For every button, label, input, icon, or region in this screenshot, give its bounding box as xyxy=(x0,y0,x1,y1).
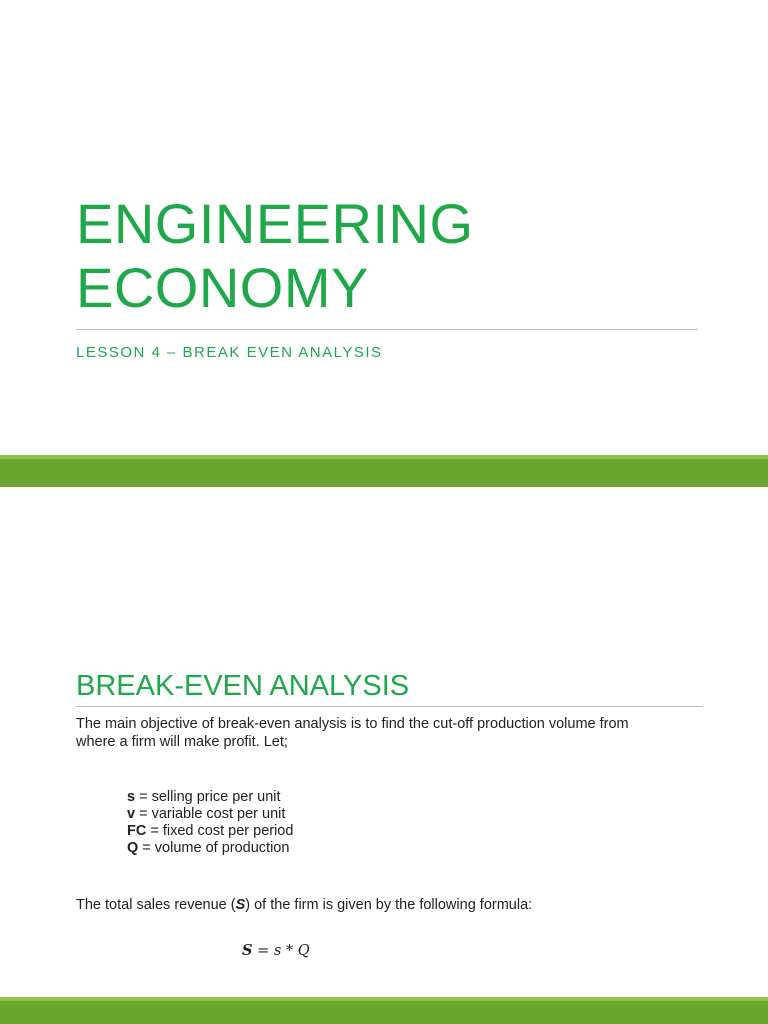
content-slide xyxy=(0,487,768,997)
definition-item xyxy=(127,823,293,840)
formula-rhs: = s * Q xyxy=(252,943,310,959)
revenue-text-start: The total sales revenue ( xyxy=(76,897,236,913)
title-slide xyxy=(0,0,768,455)
title-divider xyxy=(76,329,698,330)
definition-term: s xyxy=(127,789,136,805)
title-line-2: ECONOMY xyxy=(76,256,369,319)
intro-paragraph: The main objective of break-even analysis is to find the cut-off production volume from where a firm will make profit. Let; xyxy=(76,716,629,750)
definition-desc: = fixed cost per period xyxy=(146,823,294,839)
bottom-separator-band xyxy=(0,997,768,1024)
slide-separator-highlight xyxy=(0,455,768,459)
revenue-text-end: ) of the firm is given by the following formula: xyxy=(245,897,533,913)
slide-subtitle: LESSON 4 – BREAK EVEN ANALYSIS xyxy=(76,344,383,361)
definitions-list xyxy=(127,789,293,857)
definition-item xyxy=(127,789,293,806)
title-line-1: ENGINEERING xyxy=(76,192,474,255)
slide-title xyxy=(76,192,474,320)
definition-desc: = selling price per unit xyxy=(135,789,281,805)
definition-item xyxy=(127,840,293,857)
heading-divider xyxy=(76,706,703,707)
revenue-formula xyxy=(242,942,310,959)
definition-term: Q xyxy=(127,840,139,856)
definition-desc: = volume of production xyxy=(138,840,290,856)
revenue-sentence xyxy=(76,897,532,913)
revenue-symbol: S xyxy=(235,897,246,913)
section-heading: BREAK-EVEN ANALYSIS xyxy=(76,670,410,702)
formula-lhs: S xyxy=(242,942,253,959)
definition-term: v xyxy=(127,806,136,822)
bottom-separator-highlight xyxy=(0,997,768,1001)
slide-separator-band xyxy=(0,455,768,487)
definition-term: FC xyxy=(127,823,147,839)
definition-desc: = variable cost per unit xyxy=(135,806,286,822)
definition-item xyxy=(127,806,293,823)
